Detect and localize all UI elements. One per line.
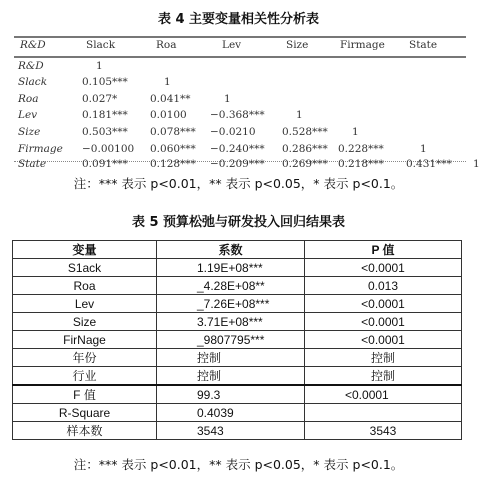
p-value-cell: 3543 [305, 422, 462, 440]
table4-cell: 1 [224, 93, 231, 105]
table4-cell: 0.228*** [338, 143, 384, 155]
coefficient-cell: 3543 [157, 422, 305, 440]
table4-row-label: State [18, 158, 47, 170]
coefficient-cell: _4.28E+08** [157, 277, 305, 295]
table4-row-label: Lev [18, 109, 38, 121]
table4-cell: 0.041** [150, 93, 191, 105]
table4-cell: 0.027* [82, 93, 118, 105]
table4-row-label: Roa [18, 93, 39, 105]
table-row [13, 349, 462, 367]
table4-cell: 0.431*** [406, 158, 452, 170]
table4-header-2: Roa [156, 39, 177, 51]
table4-header-rule [14, 56, 466, 58]
table4-header-0: R&D [20, 39, 46, 51]
table4-cell: 0.105*** [82, 76, 128, 88]
table-row [13, 259, 462, 277]
variable-cell: 行业 [13, 367, 157, 386]
table-row [13, 404, 462, 422]
p-value-cell: <0.0001 [305, 259, 462, 277]
p-value-cell: 0.013 [305, 277, 462, 295]
table4-cell: 0.181*** [82, 109, 128, 121]
variable-cell: Lev [13, 295, 157, 313]
table-row [13, 422, 462, 440]
coefficient-cell: _9807795*** [157, 331, 305, 349]
correlation-table [14, 36, 480, 170]
table4-row-label: R&D [18, 60, 44, 72]
table-row [13, 385, 462, 404]
table-row [13, 331, 462, 349]
header-variable: 变量 [13, 241, 157, 259]
table4-top-rule [14, 36, 466, 38]
table4-cell: −0.0210 [210, 126, 256, 138]
table4-cell: 1 [473, 158, 480, 170]
table4-cell: 0.060*** [150, 143, 196, 155]
table4-cell: 1 [352, 126, 359, 138]
table4-cell: −0.240*** [210, 143, 265, 155]
table-row [13, 295, 462, 313]
variable-cell: R-Square [13, 404, 157, 422]
variable-cell: S1ack [13, 259, 157, 277]
table4-cell: 0.0100 [150, 109, 187, 121]
variable-cell: 样本数 [13, 422, 157, 440]
p-value-cell: <0.0001 [305, 313, 462, 331]
coefficient-cell: 控制 [157, 367, 305, 386]
table4-cell: 0.286*** [282, 143, 328, 155]
table4-header-1: Slack [86, 39, 116, 51]
coefficient-cell: 控制 [157, 349, 305, 367]
p-value-cell: <0.0001 [305, 385, 462, 404]
table4-cell: −0.209*** [210, 158, 265, 170]
table4-row-label: Size [18, 126, 41, 138]
table4-header-3: Lev [222, 39, 242, 51]
table4-cell: −0.00100 [82, 143, 135, 155]
variable-cell: F 值 [13, 385, 157, 404]
header-coefficient: 系数 [157, 241, 305, 259]
p-value-cell [305, 404, 462, 422]
table5-header-row [13, 241, 462, 259]
regression-table [12, 240, 462, 440]
table-row [13, 277, 462, 295]
table4-cell: 0.078*** [150, 126, 196, 138]
table4-note: 注：*** 表示 p<0.01，** 表示 p<0.05，* 表示 p<0.1。 [73, 176, 404, 191]
header-p-value: P 值 [305, 241, 462, 259]
coefficient-cell: 0.4039 [157, 404, 305, 422]
table4-cell: 1 [420, 143, 427, 155]
p-value-cell: 控制 [305, 367, 462, 386]
table-row [13, 313, 462, 331]
table4-cell: 0.269*** [282, 158, 328, 170]
table-row [13, 367, 462, 386]
coefficient-cell: 1.19E+08*** [157, 259, 305, 277]
table4-row-label: Slack [18, 76, 48, 88]
table4-cell: 0.128*** [150, 158, 196, 170]
table4-row-label: Firmage [18, 143, 63, 155]
p-value-cell: <0.0001 [305, 331, 462, 349]
table5-note: 注：*** 表示 p<0.01，** 表示 p<0.05，* 表示 p<0.1。 [73, 457, 404, 472]
p-value-cell: <0.0001 [305, 295, 462, 313]
table4-cell: 1 [164, 76, 171, 88]
variable-cell: Size [13, 313, 157, 331]
table4-cell: 0.091*** [82, 158, 128, 170]
table4-cell: 1 [296, 109, 303, 121]
coefficient-cell: 3.71E+08*** [157, 313, 305, 331]
table4-cell: −0.368*** [210, 109, 265, 121]
table4-cell: 0.503*** [82, 126, 128, 138]
p-value-cell: 控制 [305, 349, 462, 367]
coefficient-cell: 99.3 [157, 385, 305, 404]
table4-cell: 1 [96, 60, 103, 72]
table4-header-5: Firmage [340, 39, 385, 51]
table4-cell: 0.528*** [282, 126, 328, 138]
variable-cell: Roa [13, 277, 157, 295]
coefficient-cell: _7.26E+08*** [157, 295, 305, 313]
table5-title: 表 5 预算松弛与研发投入回归结果表 [131, 215, 346, 230]
table4-header-6: State [409, 39, 438, 51]
table4-cell: 0.218*** [338, 158, 384, 170]
table4-title: 表 4 主要变量相关性分析表 [157, 12, 320, 27]
variable-cell: 年份 [13, 349, 157, 367]
table4-header-4: Size [286, 39, 309, 51]
variable-cell: FirNage [13, 331, 157, 349]
